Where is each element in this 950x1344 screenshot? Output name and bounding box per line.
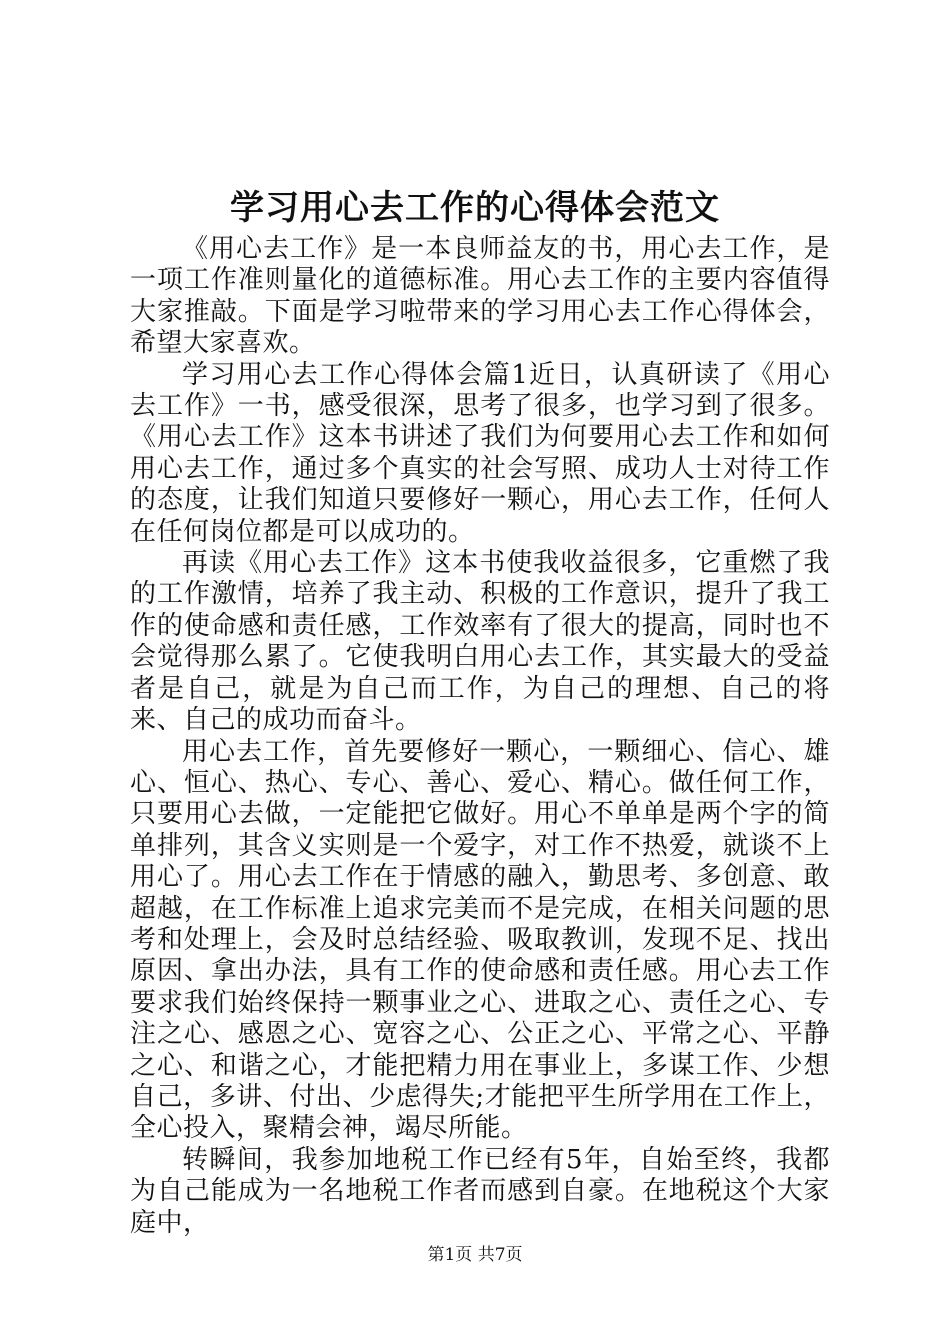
paragraph: 再读《用心去工作》这本书使我收益很多，它重燃了我的工作激情，培养了我主动、积极的工作意识，提升了我工作的使命感和责任感，工作效率有了很大的提高，同时也不会觉得那么累了。它使我明白用心去工作，其实最大的受益者是自己，就是为自己而工作，为自己的理想、自己的将来、自己的成功而奋斗。 bbox=[130, 548, 830, 736]
paragraph: 学习用心去工作心得体会篇1近日，认真研读了《用心去工作》一书，感受很深，思考了很多，也学习到了很多。《用心去工作》这本书讲述了我们为何要用心去工作和如何用心去工作，通过多个真实的社会写照、成功人士对待工作的态度，让我们知道只要修好一颗心，用心去工作，任何人在任何岗位都是可以成功的。 bbox=[130, 359, 830, 547]
document-body bbox=[130, 234, 830, 1239]
paragraph: 转瞬间，我参加地税工作已经有5年，自始至终，我都为自己能成为一名地税工作者而感到自豪。在地税这个大家庭中， bbox=[130, 1144, 830, 1238]
paragraph: 《用心去工作》是一本良师益友的书，用心去工作，是一项工作准则量化的道德标准。用心去工作的主要内容值得大家推敲。下面是学习啦带来的学习用心去工作心得体会，希望大家喜欢。 bbox=[130, 234, 830, 359]
page-footer: 第1页 共7页 bbox=[427, 1245, 523, 1265]
paragraph: 用心去工作，首先要修好一颗心，一颗细心、信心、雄心、恒心、热心、专心、善心、爱心、精心。做任何工作，只要用心去做，一定能把它做好。用心不单单是两个字的简单排列，其含义实则是一个爱字，对工作不热爱，就谈不上用心了。用心去工作在于情感的融入，勤思考、多创意、敢超越，在工作标准上追求完美而不是完成，在相关问题的思考和处理上，会及时总结经验、吸取教训，发现不足、找出原因、拿出办法，具有工作的使命感和责任感。用心去工作要求我们始终保持一颗事业之心、进取之心、责任之心、专注之心、感恩之心、宽容之心、公正之心、平常之心、平静之心、和谐之心，才能把精力用在事业上，多谋工作、少想自己，多讲、付出、少虑得失;才能把平生所学用在工作上，全心投入，聚精会神，竭尽所能。 bbox=[130, 736, 830, 1144]
document-title: 学习用心去工作的心得体会范文 bbox=[230, 188, 720, 228]
